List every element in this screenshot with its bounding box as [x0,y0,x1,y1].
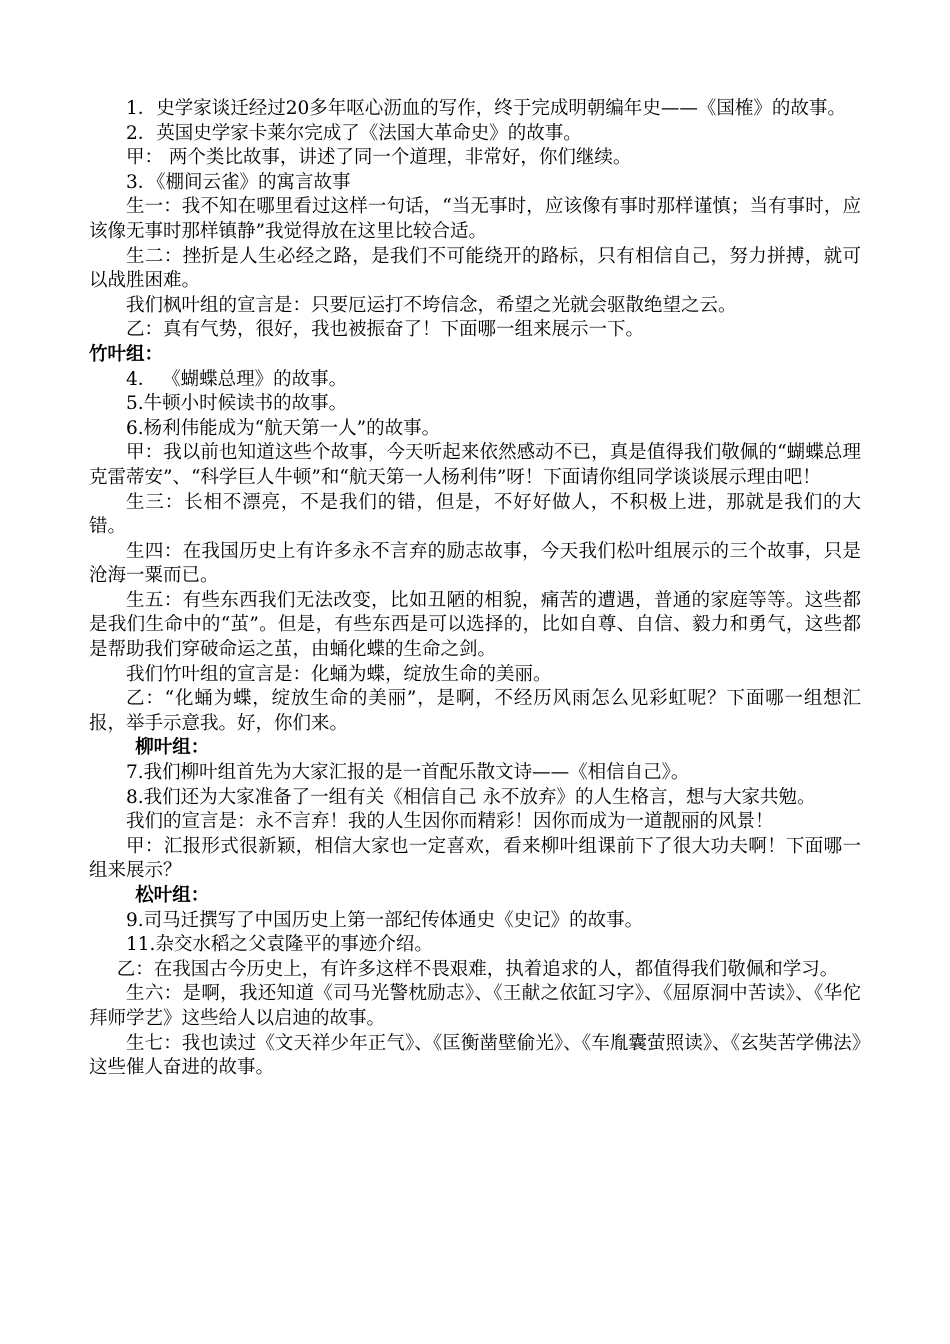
section-heading-zhuye: 竹叶组： [89,343,164,365]
paragraph: 甲： 两个类比故事，讲述了同一个道理，非常好，你们继续。 [126,147,632,169]
paragraph: 生一：我不知在哪里看过这样一句话，“当无事时，应该像有事时那样谨慎；当有事时，应该像无事时那样镇静”我觉得放在这里比较合适。 [89,196,861,242]
paragraph: 生五：有些东西我们无法改变，比如丑陋的相貌，痛苦的遭遇，普通的家庭等等。这些都是我们生命中的“茧”。但是，有些东西是可以选择的，比如自尊、自信、毅力和勇气，这些都是帮助我们穿破命运之茧，由蛹化蝶的生命之剑。 [89,589,861,661]
paragraph: 乙：“化蛹为蝶，绽放生命的美丽”，是啊，不经历风雨怎么见彩虹呢？下面哪一组想汇报，举手示意我。好，你们来。 [89,688,861,734]
paragraph: 6.杨利伟能成为“航天第一人”的故事。 [126,417,441,439]
paragraph: 8.我们还为大家准备了一组有关《相信自己 永不放弃》的人生格言，想与大家共勉。 [126,786,816,808]
paragraph: 生六：是啊，我还知道《司马光警枕励志》、《王献之依缸习字》、《屈原洞中苦读》、《华佗拜师学艺》这些给人以启迪的故事。 [89,983,861,1029]
document-body [89,97,861,1081]
paragraph: 生三：长相不漂亮，不是我们的错，但是，不好好做人，不积极上进，那就是我们的大错。 [89,491,861,538]
paragraph: 4． 《蝴蝶总理》的故事。 [126,368,348,390]
paragraph: 11.杂交水稻之父袁隆平的事迹介绍。 [126,934,433,956]
paragraph: 2．英国史学家卡莱尔完成了《法国大革命史》的故事。 [126,122,582,144]
paragraph: 乙：真有气势，很好，我也被振奋了！下面哪一组来展示一下。 [126,319,645,341]
section-heading-songye: 松叶组： [135,885,210,906]
paragraph: 7.我们柳叶组首先为大家汇报的是一首配乐散文诗——《相信自己》。 [126,762,690,784]
paragraph: 9.司马迁撰写了中国历史上第一部纪传体通史《史记》的故事。 [126,909,644,931]
paragraph: 1．史学家谈迁经过20多年呕心沥血的写作，终于完成明朝编年史——《国榷》的故事。 [126,98,846,119]
paragraph: 乙：在我国古今历史上，有许多这样不畏艰难，执着追求的人，都值得我们敬佩和学习。 [116,958,839,980]
paragraph: 生四：在我国历史上有许多永不言弃的励志故事，今天我们松叶组展示的三个故事，只是沧海一粟而已。 [89,540,861,587]
paragraph: 甲：汇报形式很新颖，相信大家也一定喜欢，看来柳叶组课前下了很大功夫啊！下面哪一组来展示？ [89,835,861,882]
paragraph: 生七：我也读过《文天祥少年正气》、《匡衡凿壁偷光》、《车胤囊萤照读》、《玄奘苦学佛法》这些催人奋进的故事。 [89,1032,861,1079]
paragraph: 生二：挫折是人生必经之路，是我们不可能绕开的路标，只有相信自己，努力拼搏，就可以战胜困难。 [89,245,861,292]
paragraph: 我们的宣言是：永不言弃！我的人生因你而精彩！因你而成为一道靓丽的风景！ [126,811,774,833]
paragraph: 甲：我以前也知道这些个故事，今天听起来依然感动不已，真是值得我们敬佩的“蝴蝶总理克雷蒂安”、“科学巨人牛顿”和“航天第一人杨利伟”呀！下面请你组同学谈谈展示理由吧！ [89,442,861,488]
section-heading-liuye: 柳叶组： [135,737,210,759]
paragraph: 3．《棚间云雀》的寓言故事 [126,171,351,193]
paragraph: 我们竹叶组的宣言是：化蛹为蝶，绽放生命的美丽。 [126,663,552,685]
paragraph: 5.牛顿小时候读书的故事。 [126,393,348,415]
paragraph: 我们枫叶组的宣言是：只要厄运打不垮信念，希望之光就会驱散绝望之云。 [126,294,737,316]
